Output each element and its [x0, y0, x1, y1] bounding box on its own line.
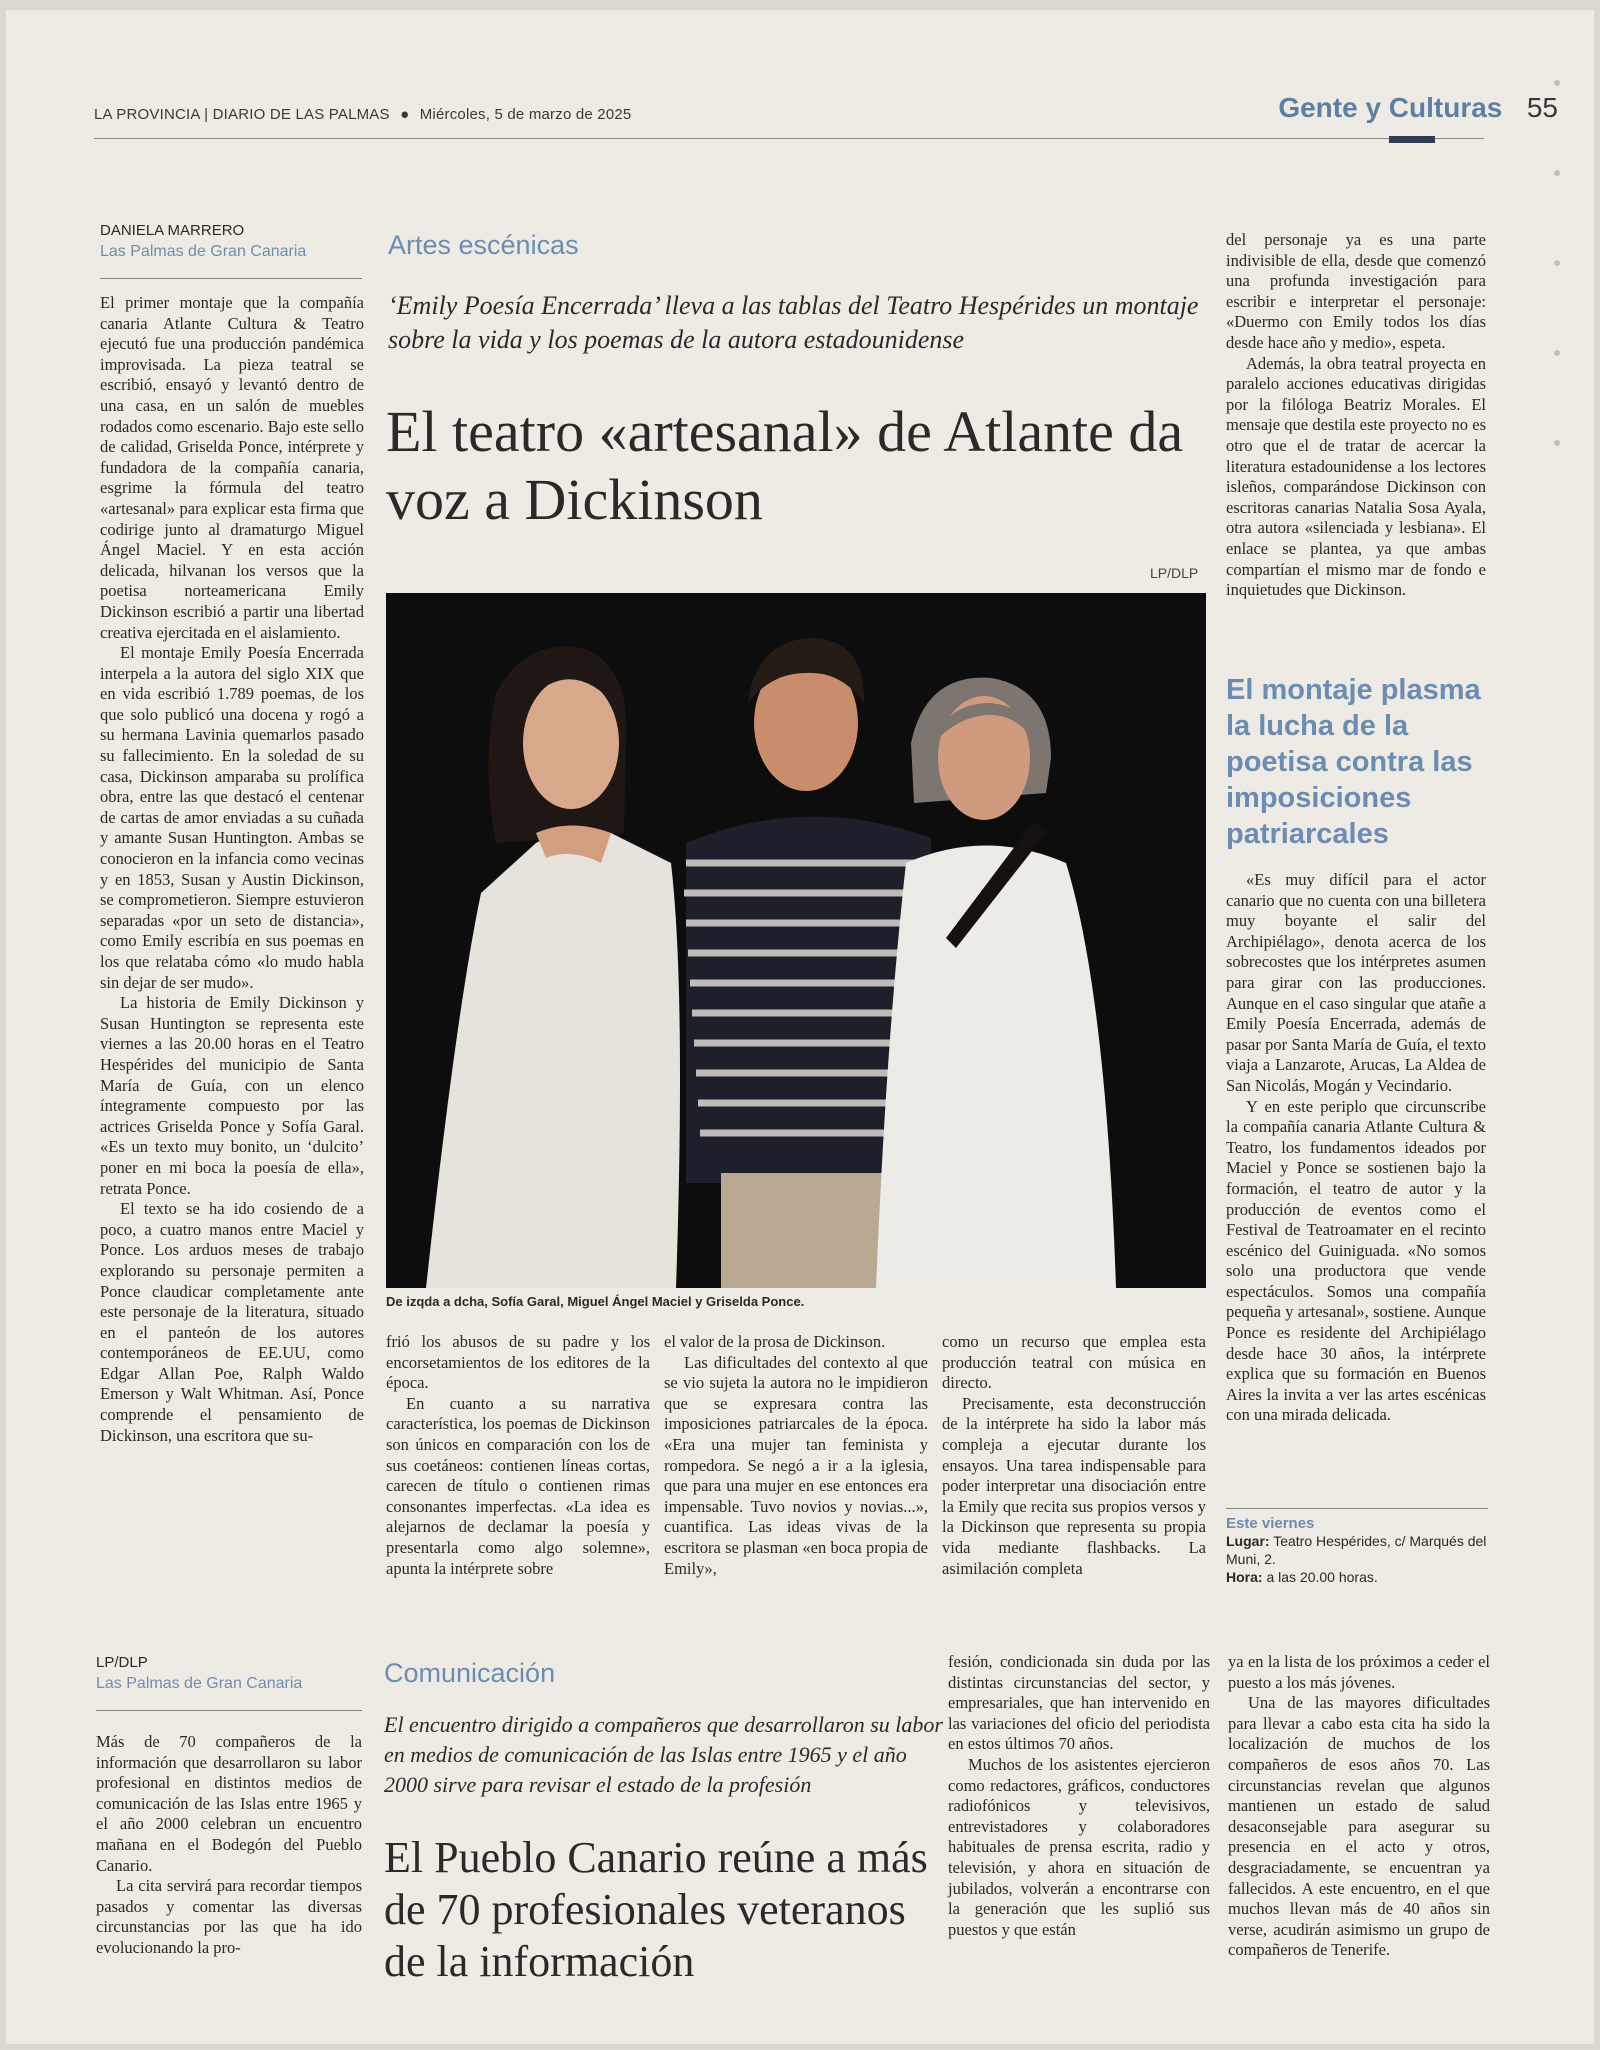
article1-kicker: Artes escénicas: [388, 230, 579, 260]
paragraph: Una de las mayores dificultades para llevar a cabo esta cita ha sido la localización de muchos de los compañeros de esos años 70. Las circunstancias revelan que algunos mantienen un estado de salud desaconsejable para asegurar su presencia en el acto y otros, desgraciadamente, se encuentran ya fallecidos. A este encuentro, en el que muchos llevan más de 40 años sin verse, acudirán asimismo un grupo de compañeros de Tenerife.: [1228, 1693, 1490, 1960]
article1-headline: El teatro «artesanal» de Atlante da voz a Dickinson: [386, 399, 1184, 532]
article2-headline: El Pueblo Canario reúne a más de 70 profesionales veteranos de la información: [384, 1833, 928, 1986]
article1-column-3: [664, 1332, 928, 1579]
header-bullet: ●: [400, 106, 410, 123]
punch-hole: [1554, 350, 1560, 356]
paragraph: como un recurso que emplea esta producción teatral con música en directo.: [942, 1332, 1206, 1393]
article1-column-4: [942, 1332, 1206, 1579]
article2-column-3: [1228, 1652, 1490, 1961]
article1-column-2: [386, 1332, 650, 1579]
article1-column-1: [100, 293, 364, 1446]
photo-caption: De izqda a dcha, Sofía Garal, Miguel Ángel Maciel y Griselda Ponce.: [386, 1294, 805, 1309]
section-tab: [1389, 136, 1435, 143]
punch-hole: [1554, 440, 1560, 446]
paragraph: Y en este periplo que circunscribe la compañía canaria Atlante Cultura & Teatro, los fundamentos ideados por Maciel y Ponce se sostienen bajo la formación, el teatro de autor y la producción de eventos como el Festival de Teatroamater en el recinto escénico del Guiniguada. «No somos solo una productora que vende espectáculos. Somos una compañía pequeña y artesanal», sostiene. Aunque Ponce es residente del Archipiélago desde hace 30 años, la intérprete explica que su formación en Buenos Aires la invita a ver las artes escénicas con una mirada delicada.: [1226, 1096, 1486, 1425]
location-value: Teatro Hespérides, c/ Marqués del Muni, 2.: [1226, 1533, 1487, 1567]
paragraph: Las dificultades del contexto al que se vio sujeta la autora no le impidieron que se expresara contra las imposiciones patriarcales de la época. «Era una mujer tan feminista y rompedora. Se negó a ir a la iglesia, que para una mujer en ese entonces era impensable. Tuvo novios y novias...», cuantifica. Las ideas vivas de la escritora se plasman «en boca propia de Emily»,: [664, 1352, 928, 1578]
paragraph: Precisamente, esta deconstrucción de la intérprete ha sido la labor más compleja a ejecutar durante los ensayos. Una tarea indispensable para poder interpretar una disociación entre la Emily que recita sus propios versos y la Dickinson que representa su propia vida mediante flashbacks. La asimilación completa: [942, 1393, 1206, 1578]
punch-hole: [1554, 170, 1560, 176]
location-label: Lugar:: [1226, 1533, 1270, 1549]
newspaper-page: [6, 10, 1594, 2044]
paragraph: el valor de la prosa de Dickinson.: [664, 1332, 886, 1351]
author-name: DANIELA MARRERO: [100, 222, 245, 239]
header-rule: [94, 138, 1484, 139]
paragraph: El primer montaje que la compañía canaria Atlante Cultura & Teatro ejecutó fue una producción pandémica improvisada. La pieza teatral se escribió, ensayó y levantó dentro de una casa, en un salón de muebles rodados como escenario. Bajo este sello de calidad, Griselda Ponce, intérprete y fundadora de la compañía canaria, esgrime la fórmula del teatro «artesanal» para explicar esta firma que codirige junto al dramaturgo Miguel Ángel Maciel. Y en esta acción delicada, hilvanan los versos que la poetisa norteamericana Emily Dickinson escribió a partir una libertad creativa ejercitada en el aislamiento.: [100, 293, 364, 642]
article1-photo: [386, 593, 1206, 1288]
event-location: [1226, 1532, 1488, 1568]
article1-byline: [100, 222, 362, 261]
time-label: Hora:: [1226, 1569, 1263, 1585]
article2-byline: [96, 1654, 362, 1693]
paragraph: «Es muy difícil para el actor canario que no cuenta con una billetera muy boyante el salir del Archipiélago», denota acerca de los sobrecostes que los intérpretes asumen para girar con las producciones. Aunque en el caso singular que atañe a Emily Poesía Encerrada, además de pasar por Santa María de Guía, el texto viaja a Lanzarote, Arucas, La Aldea de San Nicolás, Mogán y Vecindario.: [1226, 870, 1486, 1095]
byline-rule: [96, 1710, 362, 1711]
article2-column-2: [948, 1652, 1210, 1940]
author-place: Las Palmas de Gran Canaria: [96, 1675, 303, 1692]
paragraph: del personaje ya es una parte indivisible de ella, desde que comenzó una profunda investigación para escribir e interpretar el personaje: «Duermo con Emily todos los días desde hace año y medio», espeta.: [1226, 230, 1486, 352]
paragraph: fesión, condicionada sin duda por las distintas circunstancias del sector, y empresariales, que han intervenido en las variaciones del oficio del periodista en estos últimos 70 años.: [948, 1652, 1210, 1754]
event-info-title: Este viernes: [1226, 1515, 1315, 1532]
paragraph: El montaje Emily Poesía Encerrada interpela a la autora del siglo XIX que en vida escribió 1.789 poemas, de los que solo publicó una docena y rogó a su hermana Lavinia quemarlos pasado su fallecimiento. En la soledad de su casa, Dickinson amparaba su prolífica obra, entre las que destacó el centenar de cartas de amor enviadas a su cuñada y amante Susan Huntington. Ambas se conocieron en la infancia como vecinas y en 1853, Susan y Austin Dickinson, se comprometieron. Siempre estuvieron separadas «por un seto de distancia», como Emily escribía en sus poemas en los que relataba cómo «lo mudo habla sin dejar de ser mudo».: [100, 643, 364, 992]
paragraph: La historia de Emily Dickinson y Susan Huntington se representa este viernes a las 20.00 horas en el Teatro Hespérides del municipio de Santa María de Guía, con un elenco íntegramente compuesto por las actrices Griselda Ponce y Sofía Garal. «Es un texto muy bonito, un ‘dulcito’ poner en mi boca la poesía de ella», retrata Ponce.: [100, 993, 364, 1198]
article2-column-1: [96, 1732, 362, 1959]
article2-subheadline: El encuentro dirigido a compañeros que desarrollaron su labor en medios de comunicación de las Islas entre 1965 y el año 2000 sirve para revisar el estado de la profesión: [384, 1712, 943, 1797]
author-place: Las Palmas de Gran Canaria: [100, 243, 307, 260]
photo-illustration: [386, 593, 1206, 1288]
info-rule: [1226, 1508, 1488, 1509]
photo-credit: LP/DLP: [1150, 565, 1199, 581]
paragraph: En cuanto a su narrativa característica, los poemas de Dickinson son únicos en comparación con los de sus coetáneos: contienen líneas cortas, carecen de título o contienen rimas consonantes imperfectas. «La idea es alejarnos de declamar la poesía y presentarla como algo solemne», apunta la intérprete sobre: [386, 1393, 650, 1578]
article1-column-5: [1226, 230, 1486, 601]
section-name: Gente y Culturas: [1278, 92, 1503, 123]
paragraph: ya en la lista de los próximos a ceder el puesto a los más jóvenes.: [1228, 1652, 1490, 1692]
punch-hole: [1554, 260, 1560, 266]
paragraph: Muchos de los asistentes ejercieron como redactores, gráficos, conductores radiofónicos y televisivos, entrevistadores y colaboradores habituales de prensa escrita, radio y televisión, y ahora en situación de jubilados, volverán a encontrarse con la generación que les suplió sus puestos y que están: [948, 1754, 1210, 1939]
paper-name: LA PROVINCIA | DIARIO DE LAS PALMAS: [94, 106, 390, 123]
paragraph: El texto se ha ido cosiendo de a poco, a cuatro manos entre Maciel y Ponce. Los arduos meses de trabajo explorando su personaje permiten a Ponce claudicar completamente ante este personaje de la literatura, situado en el panteón de los autores contemporáneos de EE.UU, como Edgar Allan Poe, Ralph Waldo Emerson y Walt Whitman. Así, Ponce comprende el pensamiento de Dickinson, una escritora que su-: [100, 1199, 364, 1445]
paragraph: Además, la obra teatral proyecta en paralelo acciones educativas dirigidas por la filóloga Beatriz Morales. El mensaje que destila este proyecto no es otro que el de tratar de acercar la literatura estadounidense a los lectores isleños, comparándose Dickinson con escritoras canarias Natalia Sosa Ayala, otra autora «silenciada y lesbiana». El enlace se plantea, ya que ambas compartían el mismo mar de fondo e inquietudes que Dickinson.: [1226, 353, 1486, 600]
issue-date: Miércoles, 5 de marzo de 2025: [419, 106, 632, 123]
event-info-box: [1226, 1515, 1488, 1586]
byline-rule: [100, 278, 362, 279]
punch-hole: [1554, 80, 1560, 86]
article1-column-6: [1226, 870, 1486, 1426]
page-number: 55: [1526, 92, 1558, 123]
paragraph: frió los abusos de su padre y los encorsetamientos de los editores de la época.: [386, 1332, 650, 1393]
paragraph: La cita servirá para recordar tiempos pasados y comentar las diversas circunstancias por las que ha ido evolucionando la pro-: [96, 1876, 362, 1957]
time-value: a las 20.00 horas.: [1266, 1569, 1378, 1585]
paragraph: Más de 70 compañeros de la información que desarrollaron su labor profesional en distintos medios de comunicación de las Islas entre 1965 y el año 2000 celebran un encuentro mañana en el Bodegón del Pueblo Canario.: [96, 1732, 362, 1875]
article1-side-headline: El montaje plasma la lucha de la poetisa contra las imposiciones patriarcales: [1226, 674, 1481, 850]
masthead: [94, 106, 631, 123]
article2-kicker: Comunicación: [384, 1658, 556, 1688]
author-name: LP/DLP: [96, 1654, 148, 1671]
event-time: [1226, 1568, 1488, 1586]
article1-subheadline: ‘Emily Poesía Encerrada’ lleva a las tablas del Teatro Hespérides un montaje sobre la vida y los poemas de la autora estadounidense: [388, 291, 1199, 354]
section-header: [1278, 92, 1558, 124]
